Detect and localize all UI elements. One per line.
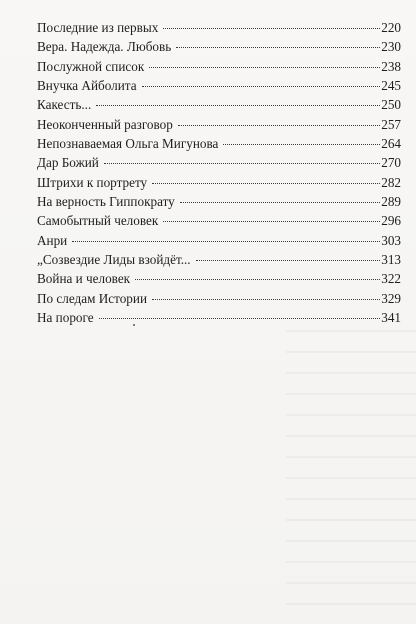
toc-entry-title: Анри xyxy=(37,232,68,248)
toc-entry-title: „Созвездие Лиды взойдёт... xyxy=(37,252,191,268)
toc-entry-title: Вера. Надежда. Любовь xyxy=(37,39,172,55)
toc-leader-dots xyxy=(135,279,380,280)
toc-entry-page: 341 xyxy=(381,310,401,326)
toc-leader-dots xyxy=(104,163,380,164)
toc-entry-title: Последние из первых xyxy=(37,20,159,35)
toc-leader-dots xyxy=(163,221,380,222)
toc-entry xyxy=(37,153,401,172)
toc-entry xyxy=(37,173,401,192)
toc-entry-page: 238 xyxy=(381,58,401,74)
toc-entry-title: Дар Божий xyxy=(37,155,99,171)
toc-entry-page: 257 xyxy=(381,116,401,132)
toc-entry-title: Внучка Айболита xyxy=(37,78,137,94)
toc-entry xyxy=(37,57,401,76)
toc-entry-page: 270 xyxy=(381,155,401,171)
toc-entry xyxy=(37,289,401,308)
toc-entry xyxy=(37,18,401,37)
toc-entry-title: По следам Истории xyxy=(37,290,148,306)
toc-entry-page: 220 xyxy=(381,20,401,35)
toc-entry-title: Неоконченный разговор xyxy=(37,116,173,132)
toc-leader-dots xyxy=(176,47,380,48)
toc-entry-page: 245 xyxy=(381,78,401,94)
toc-entry-title: Непознаваемая Ольга Мигунова xyxy=(37,136,219,152)
toc-entry-page: 329 xyxy=(381,290,401,306)
toc-entry xyxy=(37,211,401,230)
toc-leader-dots xyxy=(152,183,380,184)
toc-leader-dots xyxy=(149,67,380,68)
toc-leader-dots xyxy=(178,125,380,126)
toc-entry xyxy=(37,308,401,327)
toc-entry-title: Штрихи к портрету xyxy=(37,174,148,190)
toc-leader-dots xyxy=(196,260,381,261)
toc-entry-title: Какесть... xyxy=(37,97,92,113)
toc-entry xyxy=(37,95,401,114)
stray-ink-dot xyxy=(133,324,135,326)
toc-entry xyxy=(37,192,401,211)
toc-entry-page: 296 xyxy=(381,213,401,229)
toc-entry-title: На пороге xyxy=(37,310,94,326)
toc-entry xyxy=(37,76,401,95)
toc-entry xyxy=(37,231,401,250)
toc-entry xyxy=(37,134,401,153)
reverse-page-show-through xyxy=(286,330,416,620)
toc-entry-page: 230 xyxy=(381,39,401,55)
toc-entry-page: 289 xyxy=(381,194,401,210)
table-of-contents xyxy=(37,18,401,328)
toc-leader-dots xyxy=(163,28,380,29)
toc-entry-title: Война и человек xyxy=(37,271,131,287)
toc-entry-page: 303 xyxy=(381,232,401,248)
toc-entry-page: 264 xyxy=(381,136,401,152)
toc-entry-title: Послужной список xyxy=(37,58,145,74)
toc-leader-dots xyxy=(96,105,380,106)
toc-entry xyxy=(37,115,401,134)
toc-entry-page: 322 xyxy=(381,271,401,287)
toc-entry xyxy=(37,37,401,56)
toc-leader-dots xyxy=(99,318,381,319)
toc-leader-dots xyxy=(72,241,380,242)
toc-entry-page: 313 xyxy=(381,252,401,268)
toc-entry xyxy=(37,269,401,288)
toc-leader-dots xyxy=(180,202,380,203)
toc-entry xyxy=(37,250,401,269)
toc-leader-dots xyxy=(223,144,380,145)
toc-entry-page: 282 xyxy=(381,174,401,190)
toc-leader-dots xyxy=(152,299,380,300)
toc-leader-dots xyxy=(142,86,381,87)
toc-entry-title: Самобытный человек xyxy=(37,213,159,229)
toc-entry-title: На верность Гиппократу xyxy=(37,194,175,210)
toc-entry-page: 250 xyxy=(381,97,401,113)
